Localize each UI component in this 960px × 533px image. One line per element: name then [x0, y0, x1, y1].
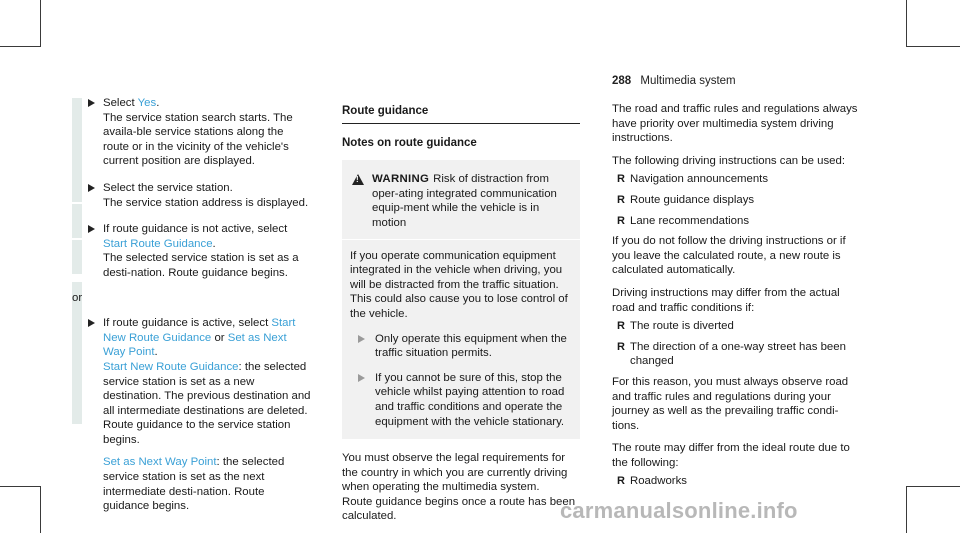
start-new-route-guidance-link[interactable]: Start New Route Guidance [103, 360, 239, 373]
list-item [612, 193, 862, 208]
page-number: 288 [612, 75, 632, 87]
section-title: Route guidance [342, 104, 580, 124]
warning-body-text: If you operate communication equipment integrated in the vehicle when driving, you will be distracted from the traffic situation. This could also cause you to lose control of the vehicle. [350, 249, 568, 320]
column-right [612, 102, 862, 495]
step-select-station [86, 181, 312, 210]
step-text: . [156, 97, 160, 109]
step-text: or [211, 331, 228, 344]
bullet-icon: R [617, 475, 625, 488]
step-arrow-icon [88, 184, 95, 192]
list-item [612, 172, 862, 187]
crop-mark [0, 486, 41, 487]
warning-label: WARNING [372, 173, 430, 186]
list-item-text: Route guidance displays [630, 193, 755, 206]
paragraph: For this reason, you must always observe road and traffic rules and regulations during your journey as well as the prevailing traffic condi-tions. [612, 375, 849, 432]
column-left [72, 96, 312, 526]
warning-head-text: Risk of distraction from oper-ating integrated communication equip-ment while the vehicle is in motion [372, 173, 557, 229]
warning-triangle-icon [352, 174, 364, 185]
warning-body [342, 240, 580, 440]
step-arrow-icon [88, 319, 95, 327]
list-item [612, 340, 862, 369]
paragraph: The following driving instructions can be used: [612, 154, 846, 167]
set-as-next-way-point-link[interactable]: Set as Next Way Point [103, 456, 217, 469]
step-select-yes [86, 96, 312, 169]
crop-mark [906, 486, 960, 487]
step-text: Select the service station. [103, 181, 233, 194]
page-header [612, 74, 736, 89]
step-text: Select [103, 97, 138, 109]
warning-box [342, 160, 580, 439]
step-arrow-icon [358, 335, 365, 343]
paragraph: Driving instructions may differ from the actual road and traffic conditions if: [612, 286, 840, 314]
crop-mark [40, 486, 41, 533]
step-text: . [154, 346, 158, 359]
warning-step [350, 332, 572, 361]
section-name: Multimedia system [640, 75, 736, 87]
crop-mark [906, 46, 960, 47]
warning-step [350, 371, 572, 429]
step-result: : the selected service station is set as a new destination. The previous destination and all intermediate destinations are deleted. Route guidance to the service station begins. [103, 360, 311, 446]
paragraph: You must observe the legal requirements for the country in which you are currently driving when operating the multimedia system. [342, 452, 568, 494]
warning-head [342, 160, 580, 239]
bullet-icon: R [617, 320, 625, 333]
list-item-text: Navigation announcements [630, 173, 769, 186]
list-item-text: The direction of a one-way street has been changed [630, 340, 846, 368]
paragraph: The road and traffic rules and regulations always have priority over multimedia system driving instructions. [612, 103, 858, 145]
list-item [612, 214, 862, 229]
start-new-route-guidance-link[interactable]: Start New Route Guidance [103, 317, 296, 344]
list-item-text: The route is diverted [630, 320, 734, 333]
step-result: The service station address is displayed. [103, 196, 309, 209]
step-result: The selected service station is set as a desti-nation. Route guidance begins. [103, 252, 299, 279]
or-label: or [72, 291, 83, 304]
step-arrow-icon [88, 225, 95, 233]
step-arrow-icon [358, 374, 365, 382]
step-arrow-icon [88, 99, 95, 107]
paragraph: The route may differ from the ideal route due to the following: [612, 442, 850, 469]
step-text: If route guidance is active, select [103, 317, 272, 330]
watermark: carmanualsonline.info [560, 498, 798, 523]
step-start-route [86, 222, 312, 280]
bullet-icon: R [617, 214, 625, 227]
paragraph: If you do not follow the driving instructions or if you leave the calculated route, a new route is calculated automatically. [612, 235, 846, 277]
bullet-icon: R [617, 193, 625, 206]
step-text: If route guidance is not active, select [103, 223, 288, 236]
crop-mark [906, 0, 907, 47]
list-item-text: Roadworks [630, 475, 687, 488]
bullet-icon: R [617, 173, 625, 186]
step-result: : the selected service station is set as the next intermediate desti-nation. Route guidance begins. [103, 456, 285, 513]
crop-mark [906, 486, 907, 533]
step-active-route [86, 316, 312, 514]
list-item [612, 319, 862, 334]
set-as-next-way-point-link[interactable]: Set as Next Way Point [103, 331, 287, 359]
warning-step-text: If you cannot be sure of this, stop the vehicle whilst paying attention to road and traffic conditions and operate the equipment with the vehicle stationary. [375, 371, 565, 428]
sub-title: Notes on route guidance [342, 136, 477, 149]
list-item-text: Lane recommendations [630, 214, 750, 227]
column-middle [342, 102, 580, 532]
step-result: The service station search starts. The availa-ble service stations along the route or in the vicinity of the vehicle's current position are displayed. [103, 111, 293, 168]
yes-link[interactable]: Yes [137, 97, 157, 109]
step-text: . [212, 237, 216, 250]
paragraph: Route guidance begins once a route has been calculated. [342, 495, 576, 523]
bullet-icon: R [617, 340, 625, 353]
crop-mark [40, 0, 41, 47]
warning-step-text: Only operate this equipment when the traffic situation permits. [375, 332, 567, 360]
list-item [612, 474, 862, 489]
start-route-guidance-link[interactable]: Start Route Guidance [103, 237, 213, 250]
crop-mark [0, 46, 41, 47]
